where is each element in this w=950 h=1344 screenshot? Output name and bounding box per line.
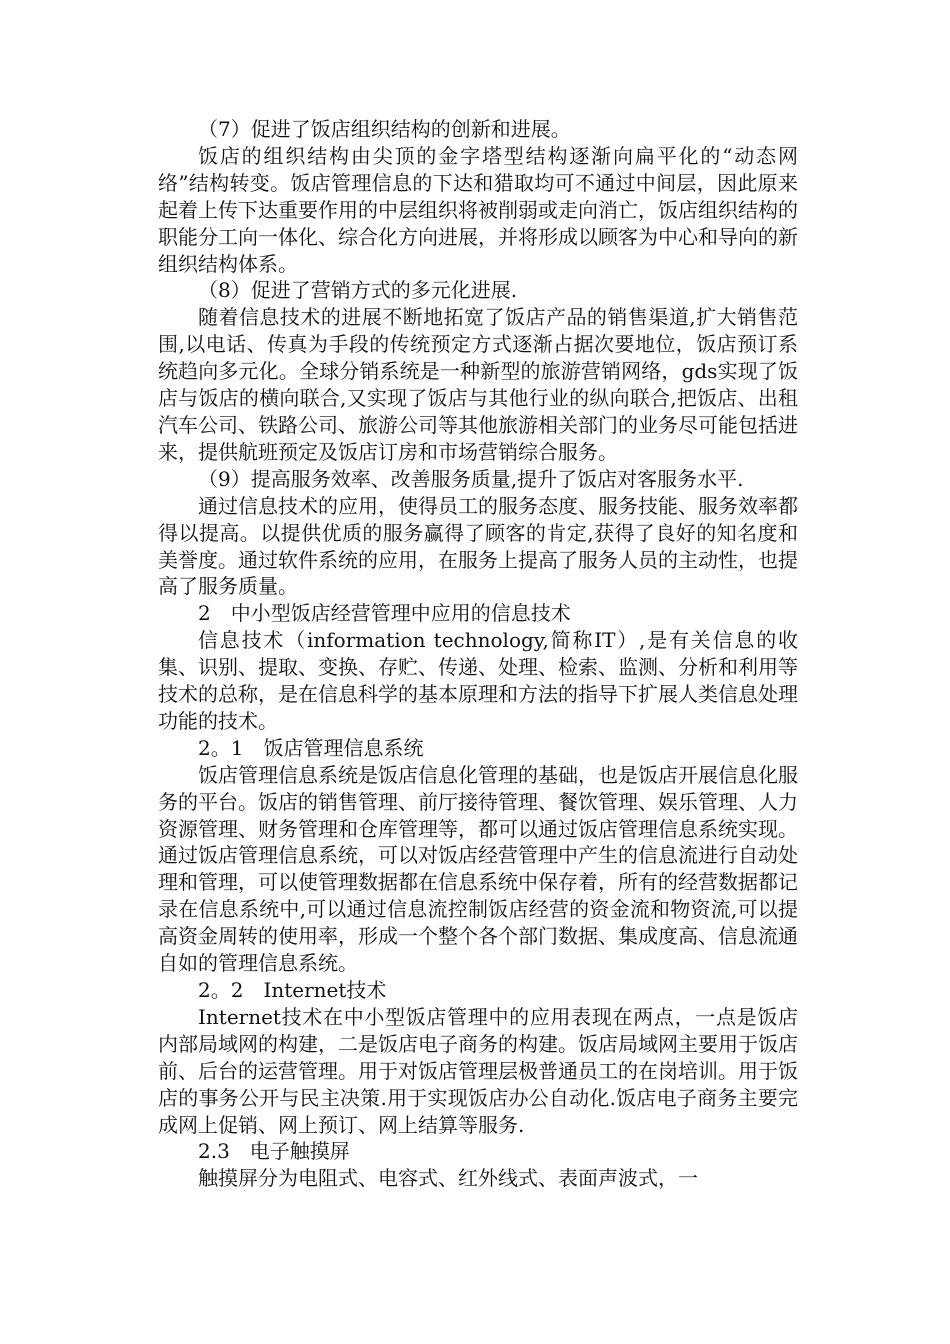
subheading-2-3: 2.3 电子触摸屏 <box>198 1139 350 1164</box>
paragraph-internet: Internet技术在中小型饭店管理中的应用表现在两点，一点是饭店内部局域网的构建，二是饭店电子商务的构建。饭店局域网主要用于饭店前、后台的运营管理。用于对饭店管理层极普通员工的在岗培训。用于饭店的事务公开与民主决策.用于实现饭店办公自动化.饭店电子商务主要完成网上促销、网上预订、网上结算等服务. <box>158 1004 798 1137</box>
section-heading-8: （8）促进了营销方式的多元化进展. <box>198 278 518 303</box>
paragraph-it-definition: 信息技术（information technology,简称IT）,是有关信息的收集、识别、提取、变换、存贮、传递、处理、检索、监测、分析和利用等技术的总称，是在信息科学的基本原理和方法的指导下扩展人类信息处理功能的技术。 <box>158 628 798 733</box>
paragraph-service-quality: 通过信息技术的应用，使得员工的服务态度、服务技能、服务效率都得以提高。以提供优质的服务赢得了顾客的肯定,获得了良好的知名度和美誉度。通过软件系统的应用，在服务上提高了服务人员的主动性，也提高了服务质量。 <box>158 493 798 599</box>
document-body <box>158 116 798 1192</box>
subheading-2-1: 2。1 饭店管理信息系统 <box>198 735 424 760</box>
paragraph-marketing: 随着信息技术的进展不断地拓宽了饭店产品的销售渠道,扩大销售范围,以电话、传真为手段的传统预定方式逐渐占据次要地位，饭店预订系统趋向多元化。全球分销系统是一种新型的旅游营销网络，gds实现了饭店与饭店的横向联合,又实现了饭店与其他行业的纵向联合,把饭店、出租汽车公司、铁路公司、旅游公司等其他旅游相关部门的业务尽可能包括进来，提供航班预定及饭店订房和市场营销综合服务。 <box>158 305 798 464</box>
paragraph-mis: 饭店管理信息系统是饭店信息化管理的基础，也是饭店开展信息化服务的平台。饭店的销售管理、前厅接待管理、餐饮管理、娱乐管理、人力资源管理、财务管理和仓库管理等，都可以通过饭店管理信息系统实现。通过饭店管理信息系统，可以对饭店经营管理中产生的信息流进行自动处理和管理，可以使管理数据都在信息系统中保存着，所有的经营数据都记录在信息系统中,可以通过信息流控制饭店经营的资金流和物资流,可以提高资金周转的使用率，形成一个整个各个部门数据、集成度高、信息流通自如的管理信息系统。 <box>158 762 798 976</box>
subheading-2-2: 2。2 Internet技术 <box>198 978 387 1002</box>
paragraph-touchscreen: 触摸屏分为电阻式、电容式、红外线式、表面声波式，一 <box>198 1166 698 1191</box>
paragraph-organization-structure: 饭店的组织结构由尖顶的金字塔型结构逐渐向扁平化的“动态网络”结构转变。饭店管理信息的下达和猎取均可不通过中间层，因此原来起着上传下达重要作用的中层组织将被削弱或走向消亡，饭店组织结构的职能分工向一体化、综合化方向进展，并将形成以顾客为中心和导向的新组织结构体系。 <box>158 143 798 276</box>
chapter-heading-2: 2 中小型饭店经营管理中应用的信息技术 <box>198 601 571 626</box>
section-heading-9: （9）提高服务效率、改善服务质量,提升了饭店对客服务水平. <box>198 466 744 491</box>
section-heading-7: （7）促进了饭店组织结构的创新和进展。 <box>198 117 571 141</box>
